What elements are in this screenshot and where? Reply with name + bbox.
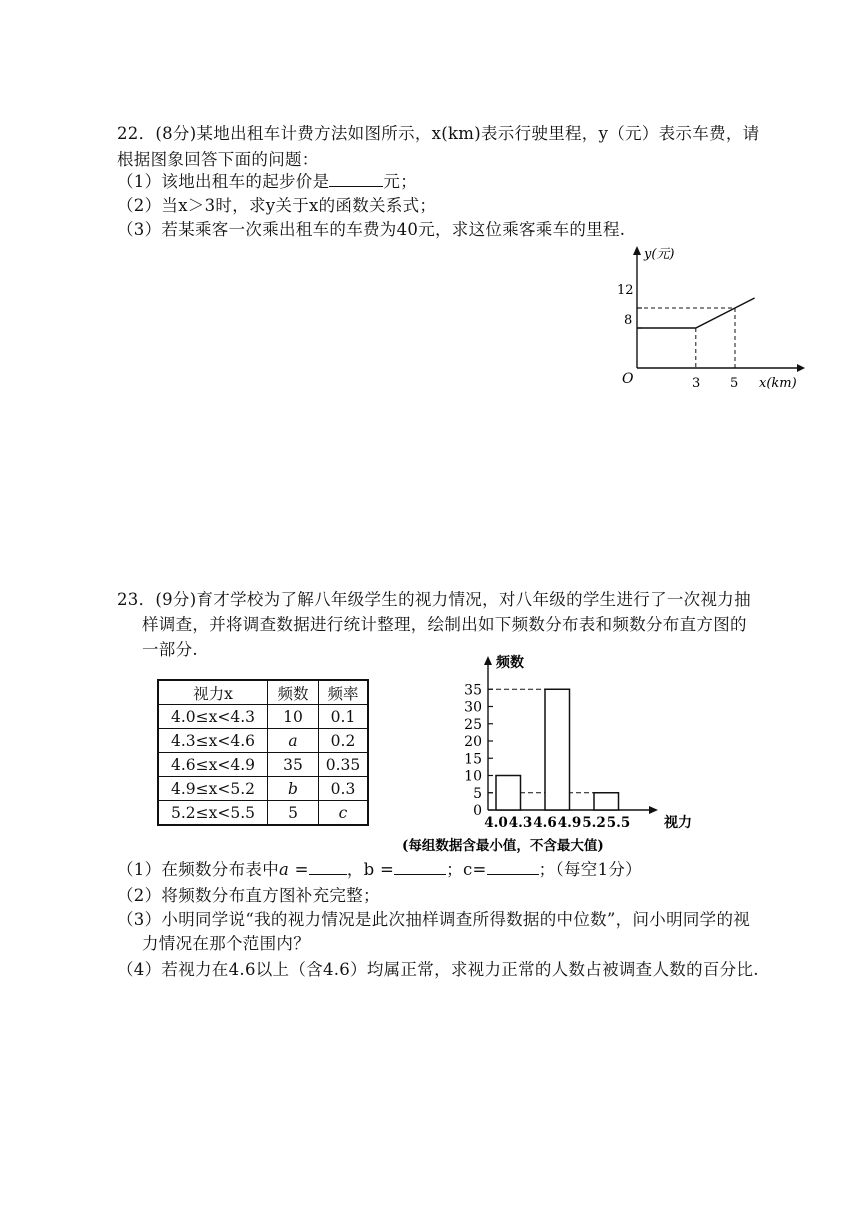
- table-cell: 0.35: [319, 753, 369, 777]
- x-tick-label: 4.6: [533, 815, 557, 831]
- q22-stem-line1: 22．(8分)某地出租车计费方法如图所示，x(km)表示行驶里程，y（元）表示车费，请: [117, 124, 760, 143]
- b-label: ，b =: [346, 860, 395, 879]
- table-cell: 5: [268, 801, 319, 826]
- histogram-bar: [545, 689, 570, 810]
- answer-blank-c[interactable]: [487, 860, 539, 875]
- q23-part1: [117, 856, 642, 880]
- x-tick-label: 4.9: [557, 815, 582, 831]
- histogram-bar: [594, 793, 619, 810]
- histogram: [402, 648, 720, 856]
- table-cell: 4.3≤x<4.6: [158, 729, 268, 753]
- q23-stem-line1: 23．(9分)育才学校为了解八年级学生的视力情况，对八年级的学生进行了一次视力抽: [117, 590, 751, 609]
- table-row: [158, 777, 368, 801]
- y-axis-arrow: [484, 656, 492, 665]
- q22-part1: [117, 168, 417, 192]
- table-row: [158, 753, 368, 777]
- table-cell: 35: [268, 753, 319, 777]
- y-axis-label: y(元): [644, 247, 675, 262]
- answer-blank[interactable]: [329, 172, 383, 187]
- q22-part3: （3）若某乘客一次乘出租车的车费为40元，求这位乘客乘车的里程.: [117, 220, 626, 239]
- table-header-row: [158, 680, 368, 705]
- fare-graph: [600, 238, 810, 398]
- y-tick-label: 5: [473, 785, 482, 802]
- table-cell: 4.0≤x<4.3: [158, 705, 268, 729]
- table-cell: 0.2: [319, 729, 369, 753]
- x-axis-label: 视力: [664, 815, 692, 831]
- table-cell: 5.2≤x<5.5: [158, 801, 268, 826]
- table-cell: 0.3: [319, 777, 369, 801]
- x-tick-label: 4.0: [484, 815, 508, 831]
- x-tick-label-5: 5: [730, 376, 739, 391]
- table-cell: 0.1: [319, 705, 369, 729]
- x-tick-label: 5.2: [582, 815, 606, 831]
- q22-part2: （2）当x＞3时，求y关于x的函数关系式；: [117, 196, 437, 215]
- q22-stem-line2: 根据图象回答下面的问题：: [117, 150, 319, 169]
- table-header: 频率: [319, 680, 369, 705]
- q23-stem-line3: 一部分.: [142, 640, 198, 659]
- y-tick-label: 30: [464, 699, 482, 716]
- y-tick-label: 10: [464, 768, 482, 785]
- table-row: [158, 705, 368, 729]
- answer-blank-a[interactable]: [309, 860, 347, 875]
- y-axis-arrow: [633, 246, 641, 255]
- table-header: 频数: [268, 680, 319, 705]
- q22-part1-unit: 元；: [383, 172, 418, 191]
- origin-label: O: [622, 371, 634, 387]
- x-axis-label: x(km): [759, 376, 797, 391]
- table-row: [158, 729, 368, 753]
- q23-part1-text: （1）在频数分布表中: [117, 860, 279, 879]
- table-row: [158, 801, 368, 826]
- answer-blank-b[interactable]: [394, 860, 446, 875]
- table-header: 视力x: [158, 680, 268, 705]
- y-tick-label: 25: [464, 716, 482, 733]
- q23-part4: （4）若视力在4.6以上（含4.6）均属正常，求视力正常的人数占被调查人数的百分比.: [117, 960, 759, 979]
- q22-part1-text: （1）该地出租车的起步价是: [117, 172, 330, 191]
- y-tick-label-8: 8: [624, 313, 633, 328]
- q23-part1-tail: ；（每空1分）: [538, 860, 642, 879]
- y-tick-label: 20: [464, 734, 482, 750]
- q23-part2: （2）将频数分布直方图补充完整；: [117, 886, 380, 905]
- q23-part3-line1: （3）小明同学说“我的视力情况是此次抽样调查所得数据的中位数”，问小明同学的视: [117, 910, 751, 929]
- y-tick-label: 35: [464, 682, 482, 699]
- table-cell: b: [268, 777, 319, 801]
- table-cell: 4.6≤x<4.9: [158, 753, 268, 777]
- y-axis-label: 频数: [496, 655, 524, 671]
- c-label: ；c=: [446, 860, 487, 879]
- y-tick-label: 15: [464, 751, 482, 768]
- x-tick-label-3: 3: [692, 376, 701, 391]
- histogram-bar: [496, 776, 521, 811]
- x-tick-label: 4.3: [508, 815, 533, 831]
- table-cell: 10: [268, 705, 319, 729]
- y-tick-label-12: 12: [617, 283, 634, 298]
- fare-line: [637, 298, 755, 328]
- q23-stem-line2: 样调查，并将调查数据进行统计整理，绘制出如下频数分布表和频数分布直方图的: [142, 615, 747, 634]
- table-cell: 4.9≤x<5.2: [158, 777, 268, 801]
- x-axis-arrow: [649, 806, 658, 814]
- table-cell: c: [319, 801, 369, 826]
- table-cell: a: [268, 729, 319, 753]
- a-label: a =: [279, 860, 309, 879]
- x-axis-arrow: [797, 364, 805, 372]
- frequency-table: [157, 679, 369, 826]
- x-tick-label: 5.5: [606, 815, 631, 831]
- q23-part3-line2: 力情况在那个范围内？: [142, 934, 310, 953]
- y-tick-label: 0: [473, 803, 482, 819]
- histogram-note: (每组数据含最小值，不含最大值): [402, 838, 604, 854]
